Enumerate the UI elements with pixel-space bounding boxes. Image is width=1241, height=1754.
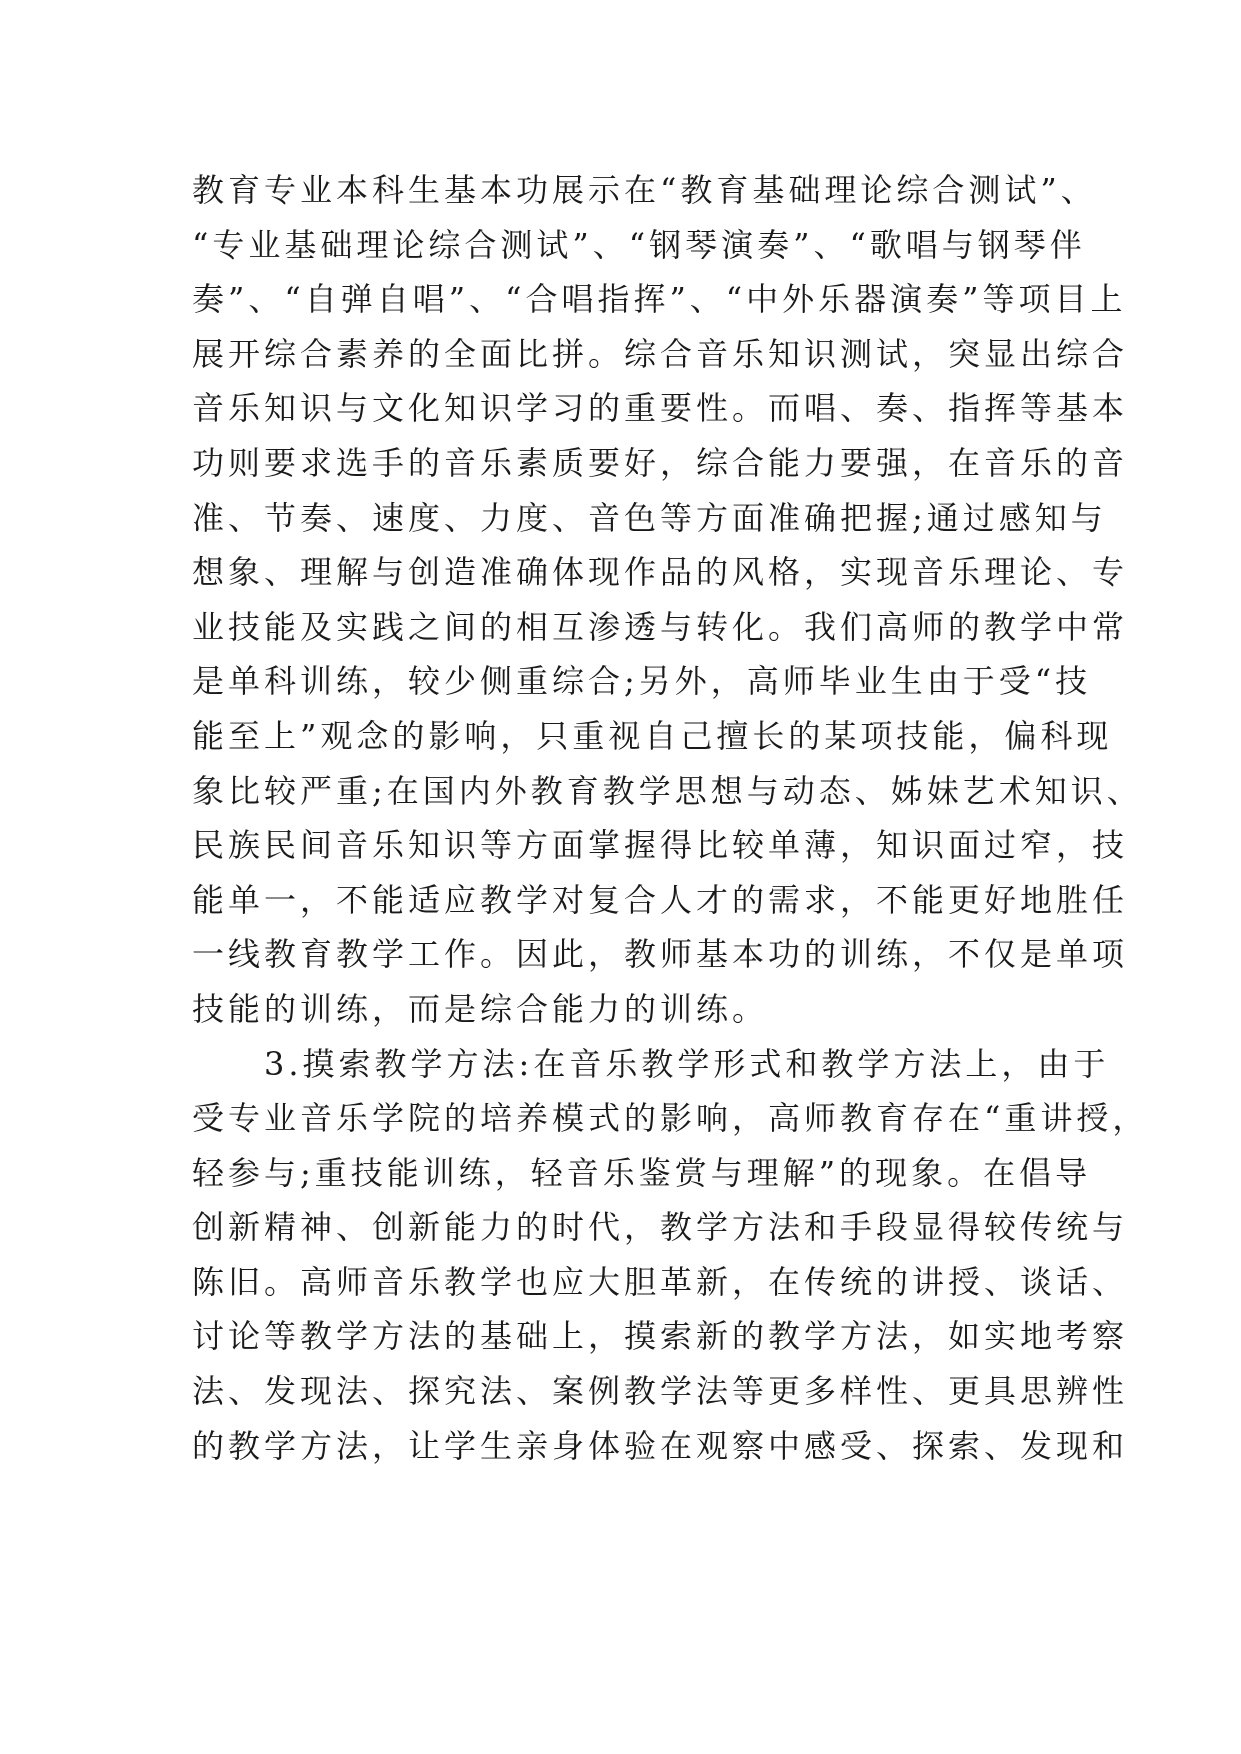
body-text [192, 163, 1149, 1473]
text-line: 功则要求选手的音乐素质要好，综合能力要强，在音乐的音 [192, 443, 1129, 482]
text-line: 象比较严重;在国内外教育教学思想与动态、姊妹艺术知识、 [192, 771, 1143, 810]
text-line: 教育专业本科生基本功展示在“教育基础理论综合测试”、 [192, 171, 1097, 209]
text-line: 准、节奏、速度、力度、音色等方面准确把握;通过感知与 [192, 498, 1107, 537]
text-line: 的教学方法，让学生亲身体验在观察中感受、探索、发现和 [192, 1426, 1129, 1465]
section-heading-line: 3.摸索教学方法:在音乐教学形式和教学方法上，由于 [264, 1044, 1110, 1083]
text-line: 陈旧。高师音乐教学也应大胆革新，在传统的讲授、谈话、 [192, 1262, 1129, 1301]
text-line: “专业基础理论综合测试”、“钢琴演奏”、“歌唱与钢琴伴 [192, 225, 1086, 264]
text-line: 想象、理解与创造准确体现作品的风格，实现音乐理论、专 [192, 553, 1129, 592]
text-line: 奏”、“自弹自唱”、“合唱指挥”、“中外乐器演奏”等项目上 [192, 280, 1127, 319]
text-line: 能至上”观念的影响，只重视自己擅长的某项技能，偏科现 [192, 716, 1113, 755]
text-line: 能单一，不能适应教学对复合人才的需求，不能更好地胜任 [192, 880, 1129, 919]
text-line: 展开综合素养的全面比拼。综合音乐知识测试，突显出综合 [192, 334, 1129, 373]
text-line: 轻参与;重技能训练，轻音乐鉴赏与理解”的现象。在倡导 [192, 1153, 1092, 1192]
text-line: 法、发现法、探究法、案例教学法等更多样性、更具思辨性 [192, 1372, 1129, 1411]
text-line: 是单科训练，较少侧重综合;另外，高师毕业生由于受“技 [192, 662, 1092, 701]
text-line: 民族民间音乐知识等方面掌握得比较单薄，知识面过窄，技 [192, 826, 1129, 865]
text-line: 受专业音乐学院的培养模式的影响，高师教育存在“重讲授， [192, 1099, 1149, 1138]
text-line: 讨论等教学方法的基础上，摸索新的教学方法，如实地考察 [192, 1317, 1129, 1356]
text-line: 创新精神、创新能力的时代，教学方法和手段显得较传统与 [192, 1208, 1129, 1247]
text-line: 技能的训练，而是综合能力的训练。 [192, 989, 769, 1028]
text-line: 一线教育教学工作。因此，教师基本功的训练，不仅是单项 [192, 935, 1129, 974]
text-line: 业技能及实践之间的相互渗透与转化。我们高师的教学中常 [192, 607, 1129, 646]
text-line: 音乐知识与文化知识学习的重要性。而唱、奏、指挥等基本 [192, 389, 1129, 428]
